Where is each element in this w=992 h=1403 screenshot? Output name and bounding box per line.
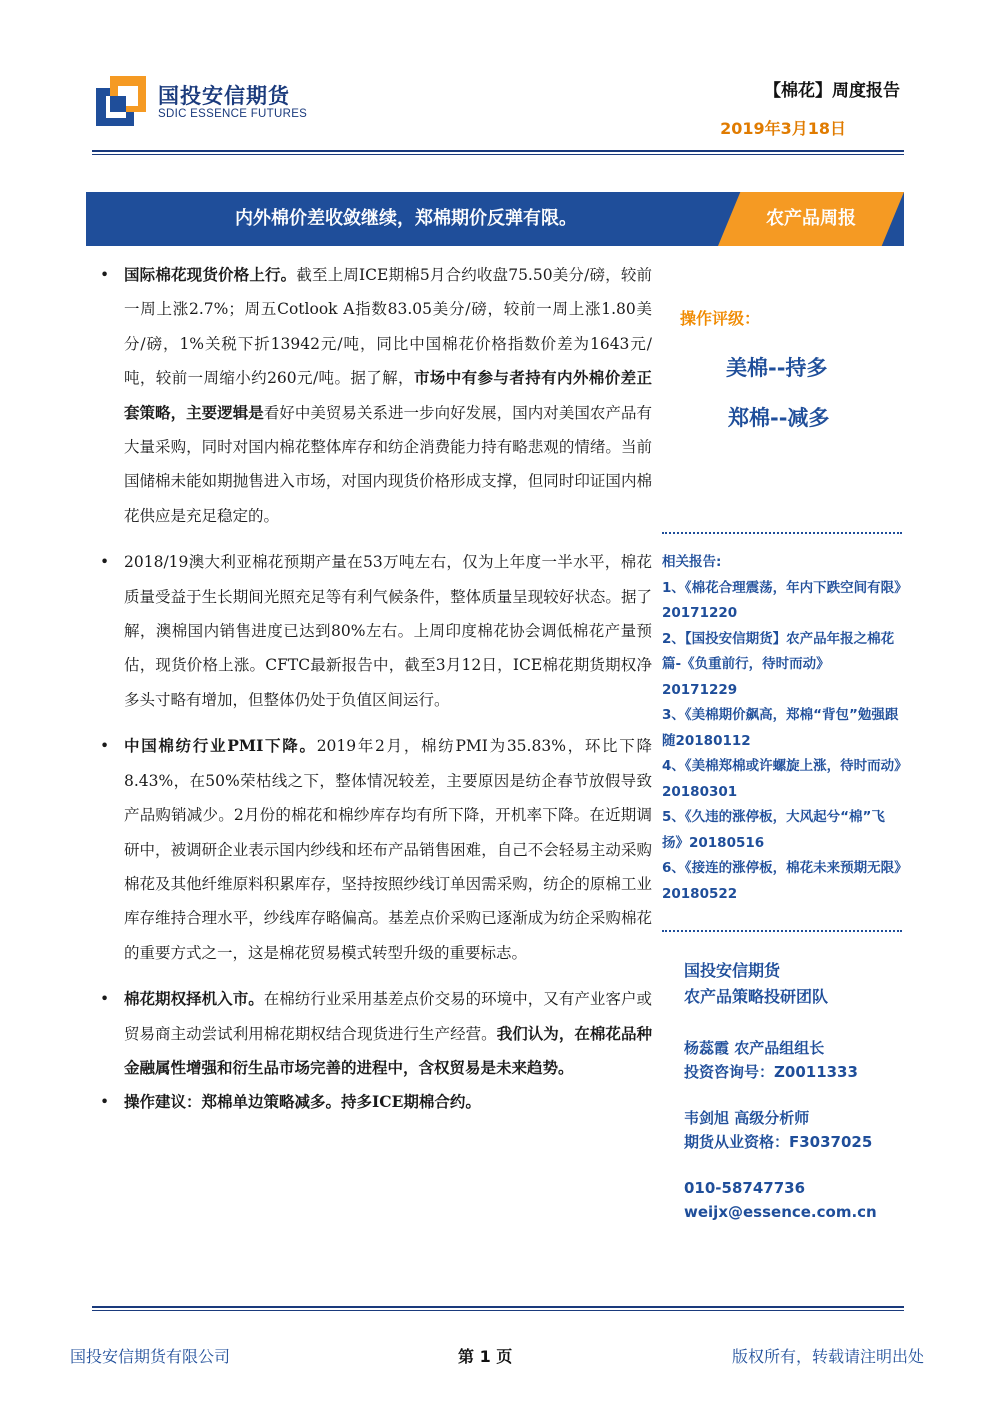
related-reports (662, 550, 902, 907)
header-rule (92, 150, 904, 152)
logo-en-text: SDIC ESSENCE FUTURES (158, 108, 308, 120)
banner-title: 内外棉价差收敛继续，郑棉期价反弹有限。 (235, 208, 577, 229)
footer-company: 国投安信期货有限公司 (70, 1347, 231, 1366)
analyst-2: 韦剑旭 高级分析师 (684, 1109, 810, 1127)
analyst-2-id: 期货从业资格：F3037025 (684, 1133, 873, 1151)
research-team (684, 958, 904, 1224)
company-logo (96, 74, 306, 130)
logo-mark-icon (96, 76, 146, 126)
contact-email[interactable]: weijx@essence.com.cn (684, 1203, 877, 1221)
paragraph-text: 看好中美贸易关系进一步向好发展，国内对美国农产品有大量采购，同时对国内棉花整体库存和纺企消费能力持有略悲观的情绪。当前国储棉未能如期抛售进入市场，对国内现货价格形成支撑，但同时印证国内棉花供应是充足稳定的。 (124, 403, 652, 525)
footer-copyright: 版权所有，转载请注明出处 (731, 1347, 924, 1366)
dotted-divider (662, 532, 902, 534)
related-report-item[interactable]: 2、【国投安信期货】农产品年报之棉花篇-《负重前行，待时而动》20171229 (662, 630, 895, 698)
bullet: • (100, 553, 110, 572)
paragraph-text: 2019年2月，棉纺PMI为35.83%，环比下降8.43%，在50%荣枯线之下，整体情况较差，主要原因是纺企春节放假导致产品购销减少。2月份的棉花和棉纱库存均有所下降，开机率下降。在近期调研中，被调研企业表示国内纱线和坯布产品销售困难，自己不会轻易主动采购棉花及其他纤维原料积累库存，坚持按照纱线订单因需采购，纺企的原棉工业库存维持合理水平，纱线库存略偏高。基差点价采购已逐渐成为纺企采购棉花的重要方式之一，这是棉花贸易模式转型升级的重要标志。 (124, 737, 652, 962)
bullet: • (100, 266, 110, 284)
footer-rule (92, 1306, 904, 1308)
contact-phone: 010-58747736 (684, 1179, 806, 1197)
paragraph-international-cotton (96, 258, 652, 533)
paragraph-heading: 棉花期权择机入市。 (124, 989, 264, 1009)
dotted-divider (662, 930, 902, 932)
paragraph-heading: 中国棉纺行业PMI下降。 (124, 736, 317, 756)
report-date: 2019年3月18日 (720, 119, 846, 138)
paragraph-emphasis: 市场中有参与者持有内外棉价差正套策略，主要逻辑是 (124, 368, 652, 422)
paragraph-text: 截至上周ICE期棉5月合约收盘75.50美分/磅，较前一周上涨2.7%；周五Cotlook A指数83.05美分/磅，较前一周上涨1.80美分/磅，1%关税下折13942元/吨，同比中国棉花价格指数价差为1643元/吨，较前一周缩小约260元/吨。据了解， (124, 266, 652, 388)
bullet: • (100, 990, 110, 1009)
banner-tag: 农产品周报 (766, 208, 856, 229)
operation-advice: 操作建议：郑棉单边策略减多。持多ICE期棉合约。 (124, 1092, 481, 1112)
header-rule-thin (92, 154, 904, 155)
footer-rule-thin (92, 1310, 904, 1311)
paragraph-text: 2018/19澳大利亚棉花预期产量在53万吨左右，仅为上年度一半水平，棉花质量受益于生长期间光照充足等有利气候条件，整体质量呈现较好状态。据了解，澳棉国内销售进度已达到80%左右。上周印度棉花协会调低棉花产量预估，现货价格上涨。CFTC最新报告中，截至3月12日，ICE棉花期货期权净多头寸略有增加，但整体仍处于负值区间运行。 (124, 553, 652, 709)
related-reports-title: 相关报告: (662, 554, 722, 570)
team-company: 国投安信期货 (684, 961, 781, 980)
paragraph-advice (96, 1085, 652, 1119)
paragraph-options (96, 982, 652, 1085)
rating-us-cotton: 美棉--持多 (726, 356, 828, 380)
related-report-item[interactable]: 1、《棉花合理震荡，年内下跌空间有限》20171220 (662, 579, 901, 621)
related-report-item[interactable]: 4、《美棉郑棉或许螺旋上涨，待时而动》20180301 (662, 758, 901, 800)
paragraph-heading: 国际棉花现货价格上行。 (124, 265, 297, 284)
related-report-item[interactable]: 6、《接连的涨停板，棉花未来预期无限》20180522 (662, 860, 901, 902)
paragraph-australia-cotton (96, 545, 652, 717)
rating-label: 操作评级： (680, 309, 761, 328)
rating-zhengzhou-cotton: 郑棉--减多 (728, 406, 830, 430)
page-number: 第 1 页 (458, 1347, 513, 1366)
paragraph-emphasis: 我们认为，在棉花品种金融属性增强和衍生品市场完善的进程中，含权贸易是未来趋势。 (124, 1023, 652, 1077)
analyst-1: 杨蕊霞 农产品组组长 (684, 1039, 825, 1057)
bullet: • (100, 737, 110, 756)
paragraph-text: 在棉纺行业采用基差点价交易的环境中，又有产业客户或贸易商主动尝试利用棉花期权结合现货进行生产经营。 (124, 990, 652, 1043)
main-content (96, 258, 652, 1120)
bullet: • (100, 1093, 110, 1112)
related-report-item[interactable]: 3、《美棉期价飙高，郑棉“背包”勉强跟随20180112 (662, 707, 899, 749)
team-unit: 农产品策略投研团队 (684, 987, 829, 1006)
paragraph-china-pmi (96, 729, 652, 970)
analyst-1-id: 投资咨询号：Z0011333 (684, 1063, 858, 1081)
related-report-item[interactable]: 5、《久违的涨停板，大风起兮“棉”飞扬》20180516 (662, 809, 885, 851)
logo-cn-text: 国投安信期货 (158, 84, 290, 108)
report-type: 【棉花】周度报告 (764, 81, 900, 101)
